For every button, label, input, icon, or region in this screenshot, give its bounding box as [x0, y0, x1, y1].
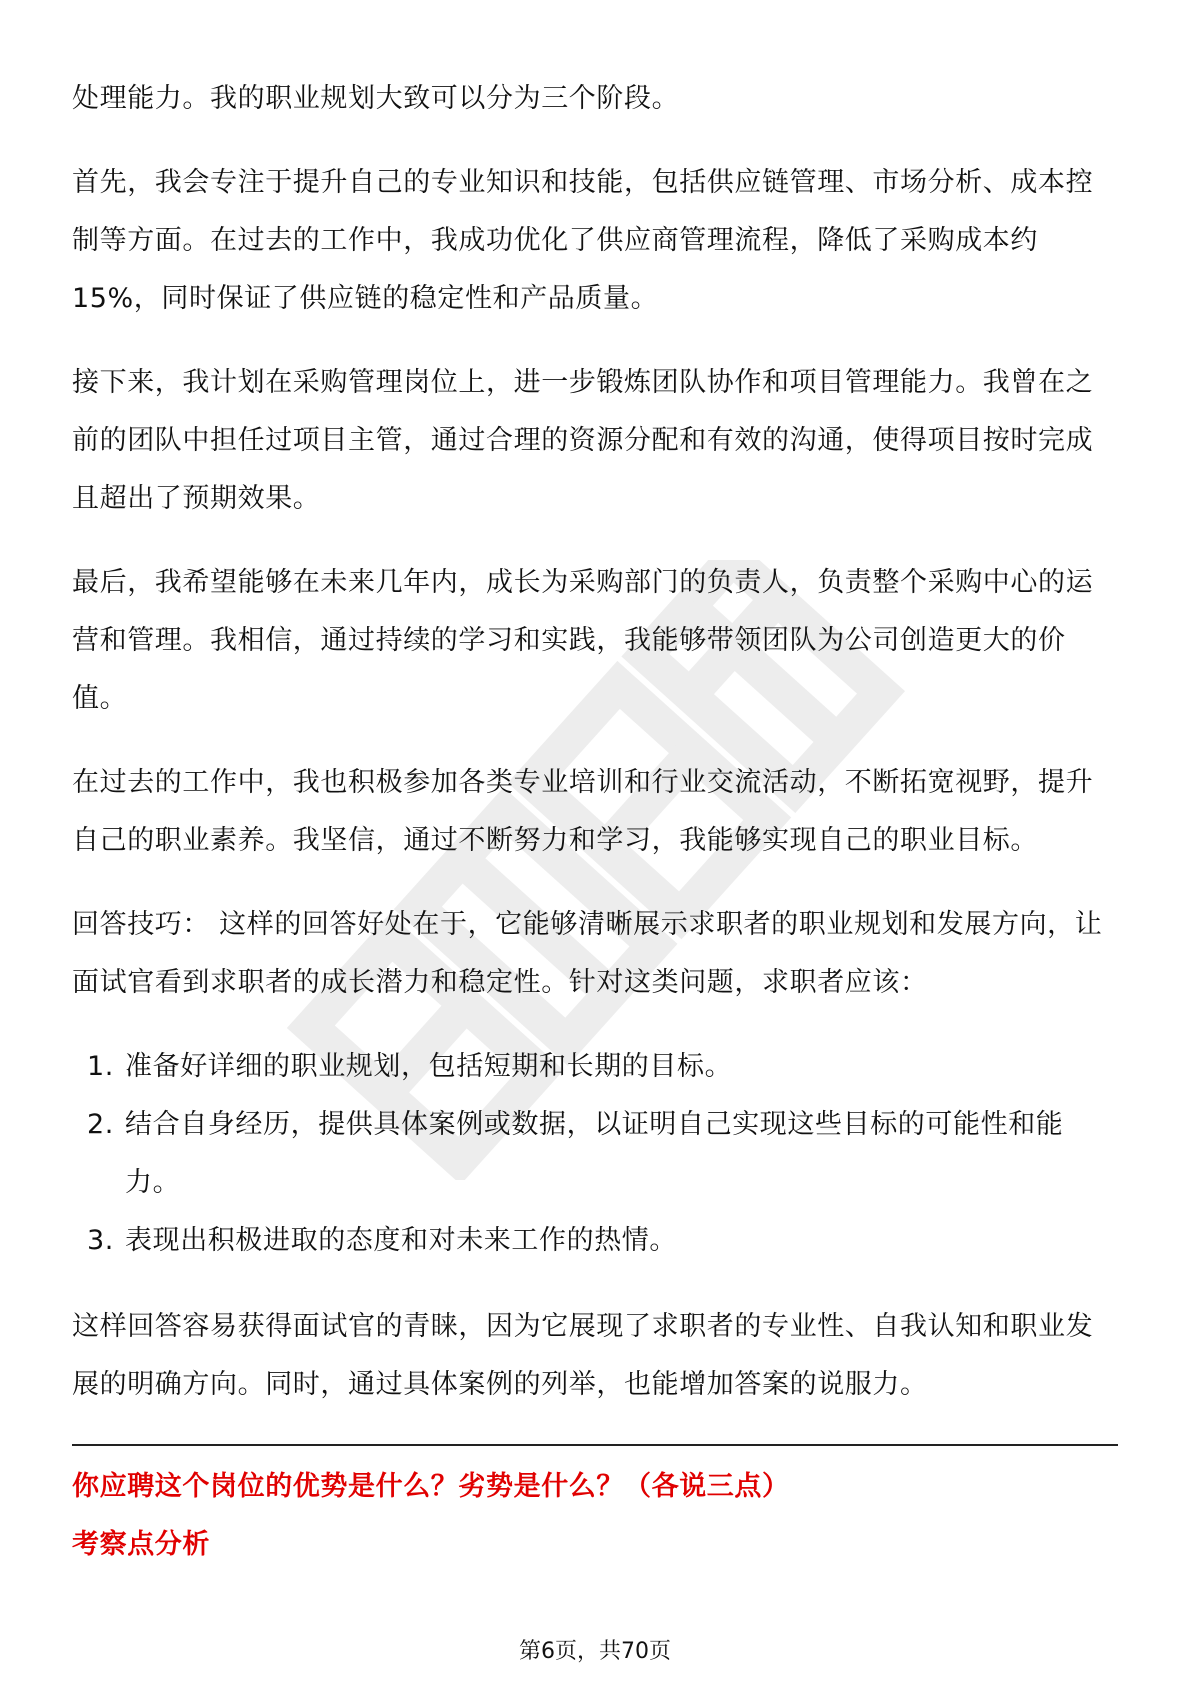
paragraph-continuation: 处理能力。我的职业规划大致可以分为三个阶段。 — [72, 83, 680, 114]
paragraph-stage-two: 接下来，我计划在采购管理岗位上，进一步锻炼团队协作和项目管理能力。我曾在之前的团队中担任过项目主管，通过合理的资源分配和有效的沟通，使得项目按时完成且超出了预期效果。 — [72, 367, 1094, 514]
paragraph-answer-tips: 回答技巧： 这样的回答好处在于，它能够清晰展示求职者的职业规划和发展方向，让面试官看到求职者的成长潜力和稳定性。针对这类问题，求职者应该： — [72, 909, 1103, 998]
paragraph-closing: 这样回答容易获得面试官的青睐，因为它展现了求职者的专业性、自我认知和职业发展的明确方向。同时，通过具体案例的列举，也能增加答案的说服力。 — [72, 1311, 1094, 1400]
list-item — [72, 1038, 1118, 1096]
list-number: 1. — [87, 1051, 114, 1082]
page-number: 第6页，共70页 — [519, 1639, 671, 1664]
paragraph-training: 在过去的工作中，我也积极参加各类专业培训和行业交流活动，不断拓宽视野，提升自己的职业素养。我坚信，通过不断努力和学习，我能够实现自己的职业目标。 — [72, 767, 1094, 856]
page-content — [72, 70, 1118, 1574]
question-heading: 你应聘这个岗位的优势是什么？劣势是什么？（各说三点） — [72, 1471, 790, 1502]
list-number: 2. — [87, 1109, 114, 1140]
tips-list — [72, 1038, 1118, 1270]
paragraph-stage-one: 首先，我会专注于提升自己的专业知识和技能，包括供应链管理、市场分析、成本控制等方面。在过去的工作中，我成功优化了供应商管理流程，降低了采购成本约15%，同时保证了供应链的稳定性和产品质量。 — [72, 167, 1094, 314]
analysis-heading: 考察点分析 — [72, 1529, 210, 1560]
list-item — [72, 1212, 1118, 1270]
list-text: 准备好详细的职业规划，包括短期和长期的目标。 — [125, 1051, 733, 1082]
list-text: 表现出积极进取的态度和对未来工作的热情。 — [125, 1225, 677, 1256]
list-text: 结合自身经历，提供具体案例或数据，以证明自己实现这些目标的可能性和能力。 — [125, 1109, 1064, 1198]
list-item — [72, 1096, 1118, 1212]
list-number: 3. — [87, 1225, 114, 1256]
paragraph-stage-three: 最后，我希望能够在未来几年内，成长为采购部门的负责人，负责整个采购中心的运营和管理。我相信，通过持续的学习和实践，我能够带领团队为公司创造更大的价值。 — [72, 567, 1094, 714]
section-divider — [72, 1444, 1118, 1446]
